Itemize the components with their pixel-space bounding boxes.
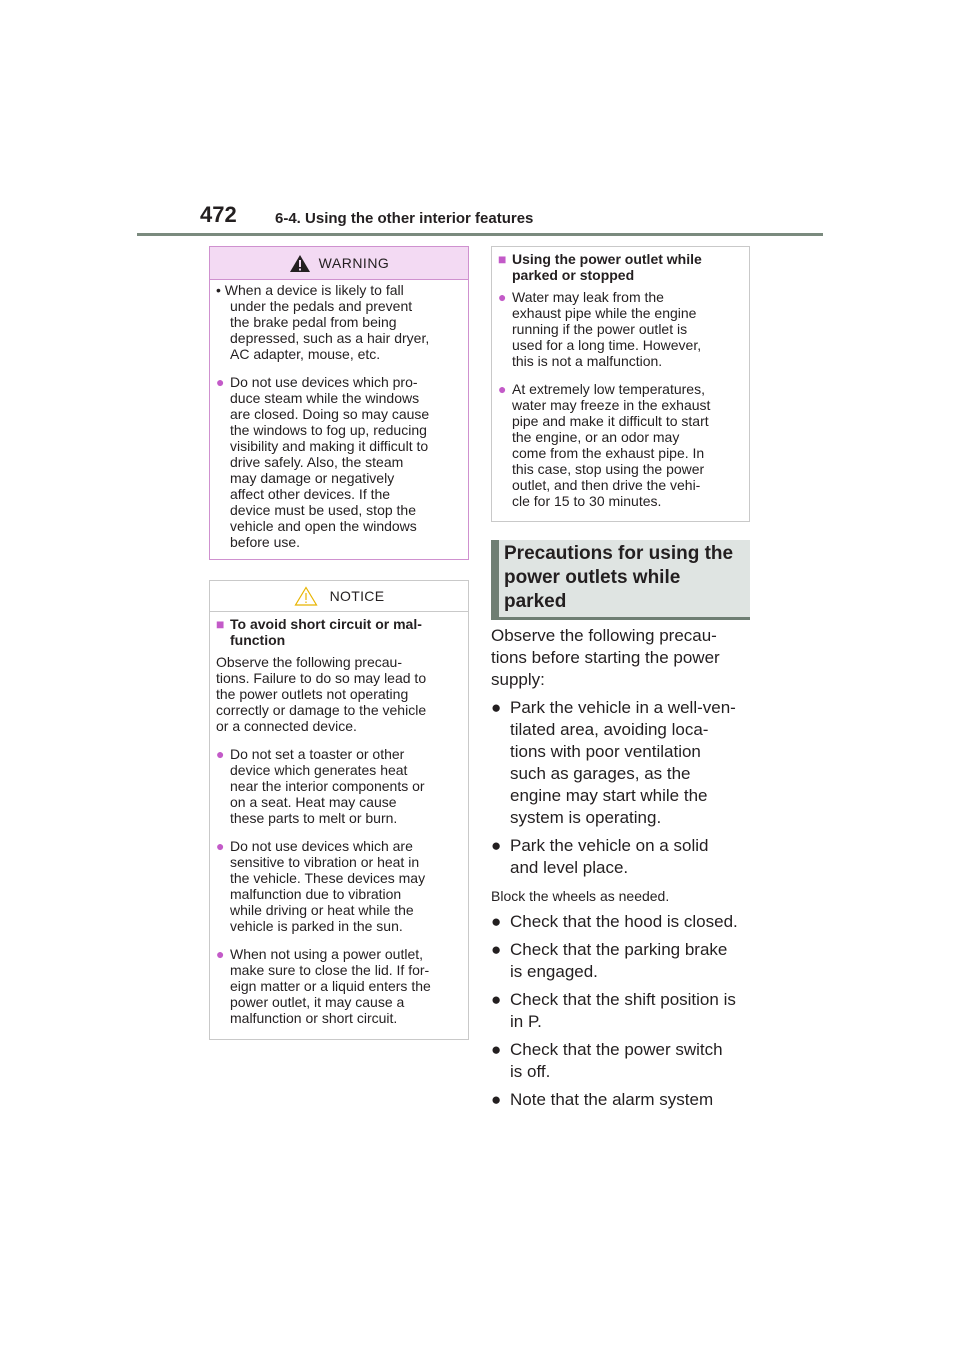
info-box bbox=[491, 246, 750, 522]
notice-item-3: ● When not using a power outlet, make sure to close the lid. If for- eign matter or a liquid enters the power outlet, it may cause a malfunction or short circuit. bbox=[216, 946, 431, 1026]
bullet-dot-icon: ● bbox=[498, 381, 507, 397]
notice-box bbox=[209, 580, 469, 1040]
section-heading: Precautions for using the power outlets while parked bbox=[491, 540, 750, 620]
notice-paragraph: Observe the following precau- tions. Failure to do so may lead to the power outlets not operating correctly or damage to the vehicle or a connected device. bbox=[216, 654, 427, 734]
info-item-1: ● Water may leak from the exhaust pipe while the engine running if the power outlet is used for a long time. However, this is not a malfunction. bbox=[498, 289, 702, 369]
bullet-dot-icon: ● bbox=[491, 912, 502, 931]
info-item-2: ● At extremely low temperatures, water may freeze in the exhaust pipe and make it difficult to start the engine, or an odor may come from the exhaust pipe. In this case, stop using the power outlet, and then drive the vehi- cle for 15 to 30 minutes. bbox=[498, 381, 711, 509]
bullet-dot-icon: ● bbox=[216, 746, 225, 762]
square-bullet-icon: ■ bbox=[216, 616, 225, 632]
bullet-dot-icon: ● bbox=[491, 698, 502, 717]
header-divider bbox=[137, 233, 823, 236]
bullet-dot-icon: ● bbox=[491, 990, 502, 1009]
list-item: ● Park the vehicle on a solid and level place. bbox=[491, 836, 709, 877]
warning-title: WARNING bbox=[318, 255, 390, 271]
list-item: ● Check that the shift position is in P. bbox=[491, 990, 736, 1031]
main-text bbox=[491, 625, 761, 1111]
list-item: ● Note that the alarm system bbox=[491, 1090, 714, 1109]
page-number: 472 bbox=[200, 202, 237, 227]
bullet-dot-icon: ● bbox=[216, 838, 225, 854]
note-text: Block the wheels as needed. bbox=[491, 888, 670, 904]
intro-paragraph: Observe the following precau- tions before starting the power supply: bbox=[491, 626, 720, 689]
info-subhead: ■ Using the power outlet while parked or stopped bbox=[498, 251, 702, 283]
notice-title: NOTICE bbox=[329, 588, 385, 604]
list-item: ● Park the vehicle in a well-ven- tilated area, avoiding loca- tions with poor ventilation such as garages, as the engine may start while the system is operating. bbox=[491, 698, 736, 827]
list-item: ● Check that the parking brake is engaged. bbox=[491, 940, 728, 981]
bullet-dot-icon: ● bbox=[491, 1040, 502, 1059]
notice-subhead: ■ To avoid short circuit or mal- function bbox=[216, 616, 422, 648]
warning-item-1: • When a device is likely to fall under the pedals and prevent the brake pedal from being depressed, such as a hair dryer, AC adapter, mouse, etc. bbox=[216, 282, 430, 362]
notice-header bbox=[210, 581, 468, 612]
square-bullet-icon: ■ bbox=[498, 251, 507, 267]
warning-box bbox=[209, 246, 469, 560]
bullet-dot-icon: ● bbox=[491, 836, 502, 855]
warning-triangle-icon bbox=[289, 254, 311, 273]
caution-triangle-icon bbox=[294, 586, 318, 606]
page-header bbox=[200, 203, 800, 233]
section-title: 6-4. Using the other interior features bbox=[275, 210, 534, 227]
bullet-dot-icon: ● bbox=[491, 1090, 502, 1109]
list-item: ● Check that the power switch is off. bbox=[491, 1040, 723, 1081]
warning-item-2: ● Do not use devices which pro- duce steam while the windows are closed. Doing so may cause the windows to fog up, reducing visibility and making it difficult to drive safely. Also, the steam may damage or negatively affect other devices. If the device must be used, stop the vehicle and open the windows before use. bbox=[216, 374, 430, 550]
bullet-dot-icon: ● bbox=[491, 940, 502, 959]
notice-item-2: ● Do not use devices which are sensitive to vibration or heat in the vehicle. These devices may malfunction due to vibration while driving or heat while the vehicle is parked in the sun. bbox=[216, 838, 426, 934]
notice-item-1: ● Do not set a toaster or other device which generates heat near the interior components or on a seat. Heat may cause these parts to melt or burn. bbox=[216, 746, 425, 826]
list-item: ● Check that the hood is closed. bbox=[491, 912, 738, 931]
bullet-dot-icon: ● bbox=[498, 289, 507, 305]
warning-header bbox=[210, 247, 468, 280]
bullet-dot-icon: ● bbox=[216, 946, 225, 962]
bullet-dot-icon: ● bbox=[216, 374, 225, 390]
